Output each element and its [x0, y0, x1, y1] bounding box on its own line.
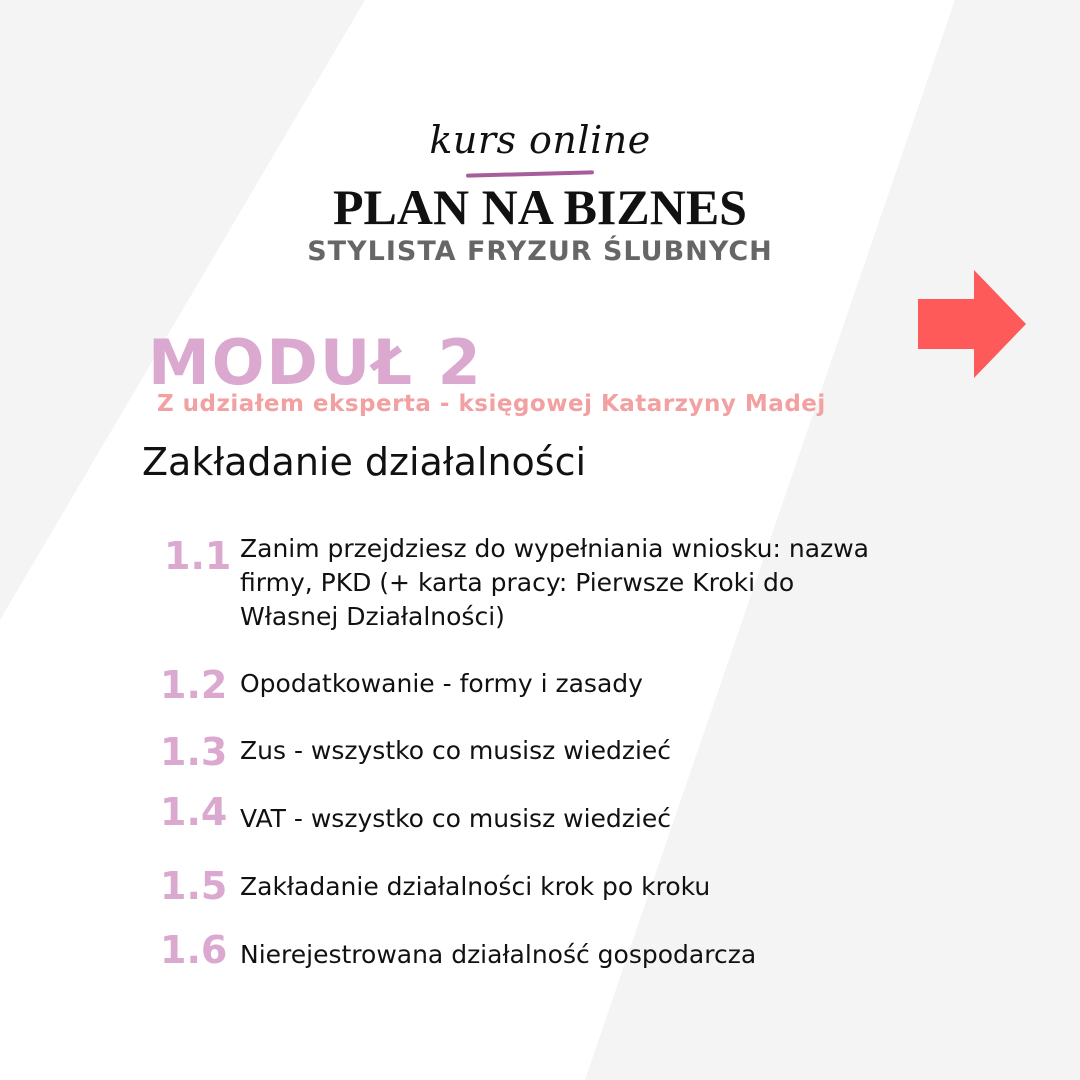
arrow-right-icon[interactable] [918, 270, 1026, 378]
lesson-title: Opodatkowanie - formy i zasady [240, 669, 643, 698]
lesson-number: 1.6 [160, 928, 228, 972]
lesson-number: 1.2 [160, 663, 228, 707]
lesson-title: Zus - wszystko co musisz wiedzieć [240, 736, 672, 765]
module-label: MODUŁ 2 [148, 326, 483, 399]
lesson-number: 1.4 [160, 790, 228, 834]
course-type-label: kurs online [429, 118, 651, 162]
lesson-title: VAT - wszystko co musisz wiedzieć [240, 804, 671, 833]
course-title: PLAN NA BIZNES [333, 179, 747, 235]
lesson-number: 1.3 [160, 730, 228, 774]
lesson-title: Zanim przejdziesz do wypełniania wniosku: nazwa firmy, PKD (+ karta pracy: Pierwsze Kroki do Własnej Działalności) [240, 534, 869, 631]
section-heading: Zakładanie działalności [142, 440, 587, 484]
expert-line: Z udziałem eksperta - księgowej Katarzyny Madej [157, 391, 826, 417]
lesson-title: Nierejestrowana działalność gospodarcza [240, 940, 757, 969]
lesson-title: Zakładanie działalności krok po kroku [240, 872, 711, 901]
lesson-number: 1.1 [164, 534, 232, 578]
course-subtitle: STYLISTA FRYZUR ŚLUBNYCH [307, 236, 773, 267]
lesson-number: 1.5 [160, 864, 228, 908]
